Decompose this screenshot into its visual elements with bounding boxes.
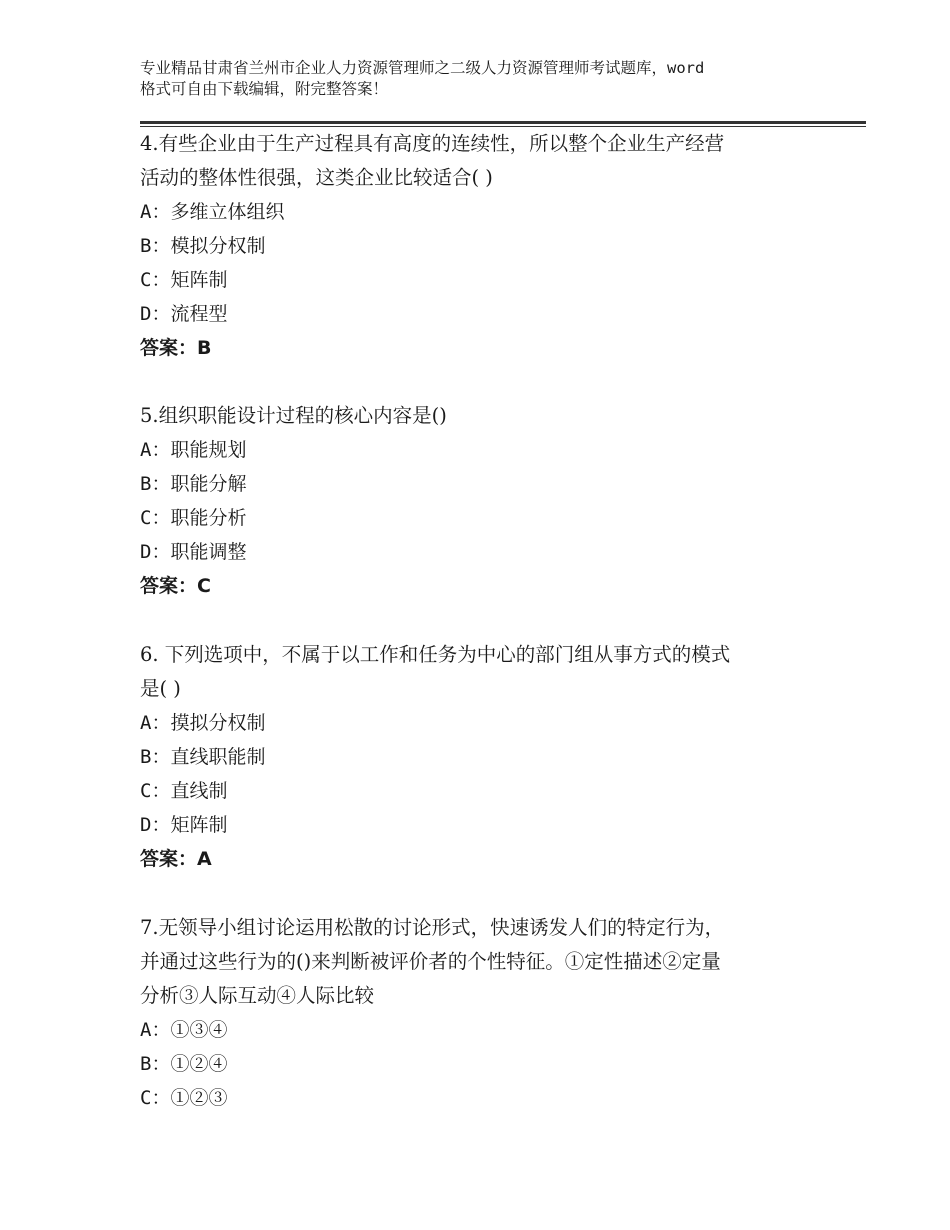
option-b: B：直线职能制 — [140, 746, 266, 768]
question-stem-line: 4.有些企业由于生产过程具有高度的连续性，所以整个企业生产经营 — [140, 132, 725, 155]
option-c: C：职能分析 — [140, 507, 247, 529]
question-stem-line: 6. 下列选项中，不属于以工作和任务为中心的部门组从事方式的模式 — [140, 643, 731, 666]
question-stem-line: 5.组织职能设计过程的核心内容是() — [140, 404, 447, 427]
option-a: A：摸拟分权制 — [140, 712, 266, 734]
option-b: B：模拟分权制 — [140, 235, 266, 257]
document-header — [140, 58, 830, 100]
header-line-1: 专业精品甘肃省兰州市企业人力资源管理师之二级人力资源管理师考试题库，word — [140, 59, 705, 77]
answer-label: 答案：B — [140, 337, 212, 359]
question-5 — [140, 399, 840, 603]
option-a: A：多维立体组织 — [140, 201, 285, 223]
option-b: B：职能分解 — [140, 473, 247, 495]
option-d: D：职能调整 — [140, 541, 247, 563]
question-stem-line: 7.无领导小组讨论运用松散的讨论形式，快速诱发人们的特定行为， — [140, 916, 725, 939]
header-divider-thick — [140, 121, 866, 124]
option-c: C：矩阵制 — [140, 269, 228, 291]
question-stem-line: 分析③人际互动④人际比较 — [140, 984, 375, 1007]
question-6 — [140, 638, 840, 876]
answer-label: 答案：A — [140, 848, 212, 870]
question-stem-line: 是( ) — [140, 677, 181, 700]
option-a: A：职能规划 — [140, 439, 247, 461]
option-d: D：流程型 — [140, 303, 228, 325]
option-c: C：直线制 — [140, 780, 228, 802]
question-4 — [140, 127, 840, 365]
option-d: D：矩阵制 — [140, 814, 228, 836]
option-c: C：①②③ — [140, 1087, 228, 1109]
question-stem-line: 活动的整体性很强，这类企业比较适合( ) — [140, 166, 493, 189]
option-a: A：①③④ — [140, 1019, 228, 1041]
header-line-2: 格式可自由下载编辑，附完整答案！ — [140, 80, 389, 98]
question-stem-line: 并通过这些行为的()来判断被评价者的个性特征。①定性描述②定量 — [140, 950, 721, 973]
question-7 — [140, 911, 840, 1115]
option-b: B：①②④ — [140, 1053, 228, 1075]
answer-label: 答案：C — [140, 575, 211, 597]
